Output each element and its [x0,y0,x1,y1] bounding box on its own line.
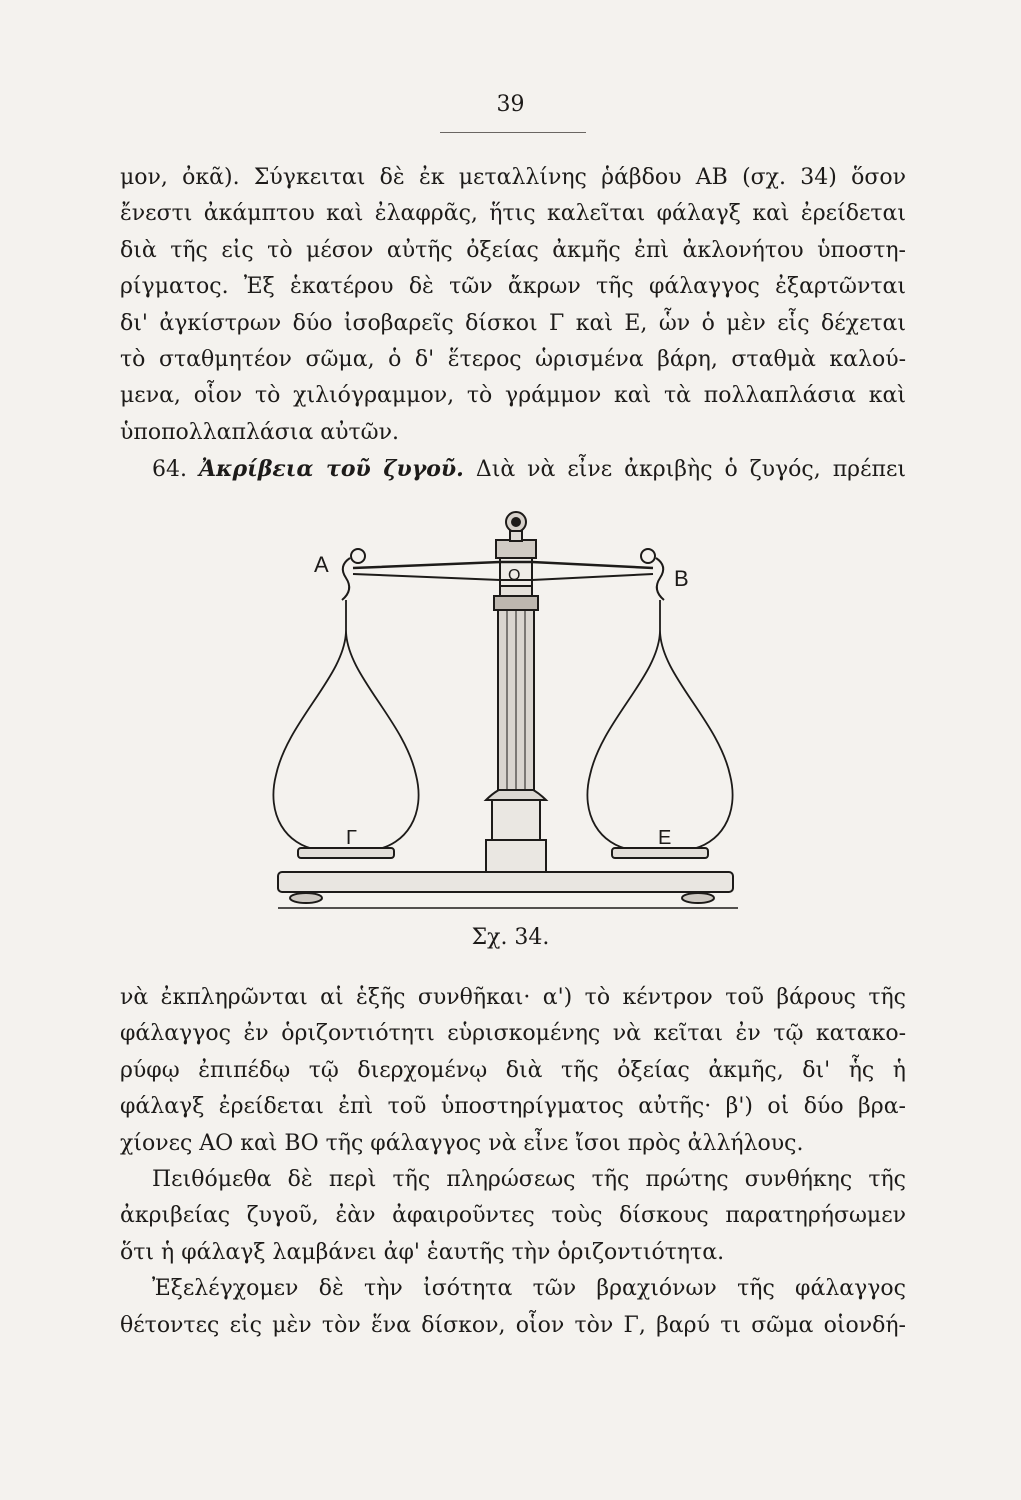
section-number: 64. [152,457,187,483]
text-line: Πειθόμεθα δὲ περὶ τῆς πληρώσεως τῆς πρώτης συνθήκης τῆς [152,1167,906,1193]
text-line: ρίγματος. Ἐξ ἑκατέρου δὲ τῶν ἄκρων τῆς φάλαγγος ἐξαρτῶνται [120,274,906,300]
text-line: τὸ σταθμητέον σῶμα, ὁ δ' ἕτερος ὡρισμένα βάρη, σταθμὰ καλού- [120,347,906,373]
label-o: Ο [508,567,521,584]
scale-foot-left [290,893,322,903]
right-pan [612,848,708,858]
text-line: νὰ ἐκπληρῶνται αἱ ἑξῆς συνθῆκαι· α') τὸ κέντρον τοῦ βάρους τῆς [120,985,906,1010]
label-b: Β [674,566,689,591]
text-line: Ἐξελέγχομεν δὲ τὴν ἰσότητα τῶν βραχιόνων τῆς φάλαγγος [152,1276,906,1302]
section-heading-line [120,451,906,488]
text-line: ρύφῳ ἐπιπέδῳ τῷ διερχομένῳ διὰ τῆς ὀξείας ἀκμῆς, δι' ἧς ἡ [120,1057,906,1083]
page-number: 39 [496,92,525,117]
scale-base [278,872,733,892]
balance-scale-illustration [258,500,748,920]
text-line: χίονες ΑΟ καὶ ΒΟ τῆς φάλαγγος νὰ εἶνε ἴσοι πρὸς ἀλλήλους. [120,1130,804,1156]
top-paragraph [120,160,906,489]
text-line: μον, ὀκᾶ). Σύγκειται δὲ ἐκ μεταλλίνης ῥάβδου ΑΒ (σχ. 34) ὅσον [120,165,906,190]
text-line: φάλαγγος ἐν ὁριζοντιότητι εὑρισκομένης νὰ κεῖται ἐν τῷ κατακο- [120,1021,906,1047]
header-rule [440,132,586,133]
right-pan-frame [587,600,732,850]
text-line: ἔνεστι ἀκάμπτου καὶ ἐλαφρᾶς, ἥτις καλεῖται φάλαγξ καὶ ἐρείδεται [120,201,906,227]
label-e: Ε [658,827,672,849]
text-line: δι' ἀγκίστρων δύο ἰσοβαρεῖς δίσκοι Γ καὶ Ε, ὧν ὁ μὲν εἷς δέχεται [120,310,906,336]
section-heading: Ἀκρίβεια τοῦ ζυγοῦ. [198,456,464,483]
section-first-line: Διὰ νὰ εἶνε ἀκριβὴς ὁ ζυγός, πρέπει [475,457,906,483]
left-pan [298,848,394,858]
text-line: μενα, οἷον τὸ χιλιόγραμμον, τὸ γράμμον καὶ τὰ πολλαπλάσια καὶ [120,383,906,409]
text-line: ἀκριβείας ζυγοῦ, ἐὰν ἀφαιροῦντες τοὺς δίσκους παρατηρήσωμεν [120,1203,906,1229]
balance-scale-figure [258,500,748,920]
bottom-paragraphs [120,980,906,1344]
column-plinth [486,840,546,872]
left-pan-frame [273,600,418,850]
label-a: Α [314,552,329,577]
text-line: διὰ τῆς εἰς τὸ μέσον αὐτῆς ὀξείας ἀκμῆς ἐπὶ ἀκλονήτου ὑποστη- [120,237,906,263]
label-g: Γ [346,827,358,849]
text-line: ὑποπολλαπλάσια αὐτῶν. [120,419,399,445]
text-line: ὅτι ἡ φάλαγξ λαμβάνει ἀφ' ἑαυτῆς τὴν ὁριζοντιότητα. [120,1239,725,1265]
figure-caption: Σχ. 34. [471,925,550,950]
text-line: φάλαγξ ἐρείδεται ἐπὶ τοῦ ὑποστηρίγματος αὐτῆς· β') οἱ δύο βρα- [120,1094,906,1120]
scale-foot-right [682,893,714,903]
text-line: θέτοντες εἰς μὲν τὸν ἕνα δίσκον, οἷον τὸν Γ, βαρύ τι σῶμα οἱονδή- [120,1312,906,1338]
